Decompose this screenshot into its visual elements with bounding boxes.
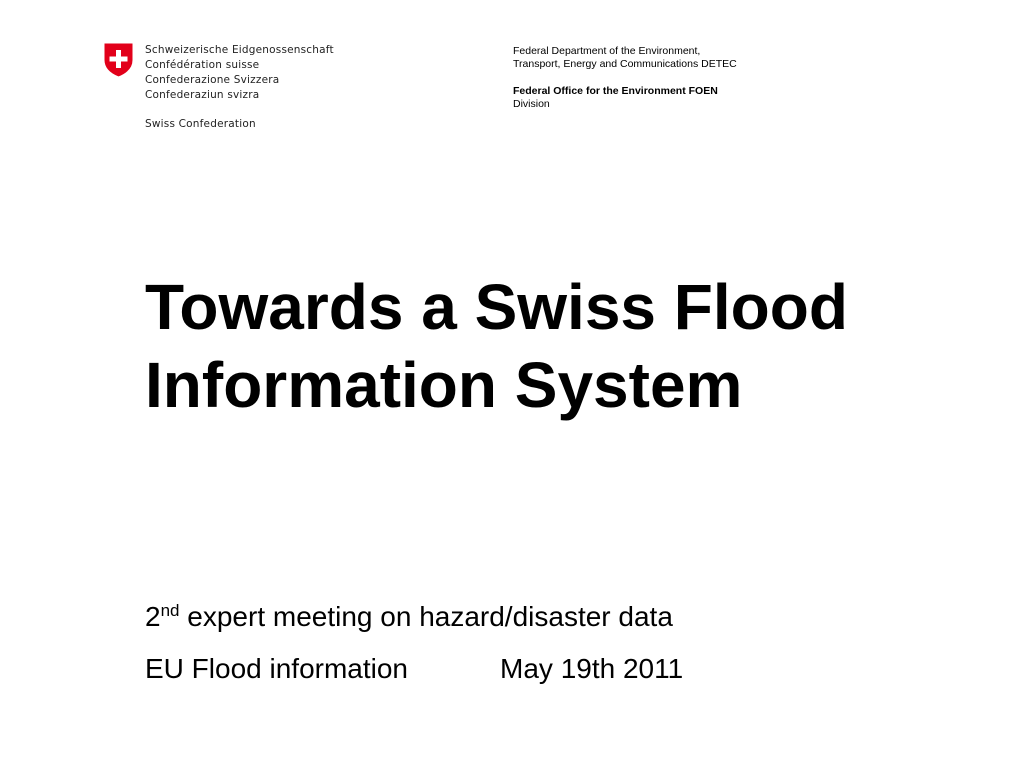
department-block — [513, 45, 737, 71]
confederation-name-en: Swiss Confederation — [145, 118, 256, 130]
slide-title — [145, 268, 848, 424]
department-line-2: Transport, Energy and Communications DETEC — [513, 58, 737, 70]
confederation-name-rm: Confederaziun svizra — [145, 89, 260, 101]
department-line-1: Federal Department of the Environment, — [513, 45, 701, 57]
slide-title-line-2: Information System — [145, 349, 743, 421]
meeting-text: expert meeting on hazard/disaster data — [179, 601, 673, 632]
subtitle-line-1 — [145, 593, 683, 645]
confederation-names — [145, 43, 334, 103]
ordinal-number: 2 — [145, 601, 161, 632]
confederation-name-it: Confederazione Svizzera — [145, 74, 280, 86]
event-date: May 19th 2011 — [500, 653, 684, 684]
ordinal-suffix: nd — [160, 601, 180, 620]
subtitle-line-2 — [145, 645, 683, 693]
division-label: Division — [513, 98, 550, 110]
swiss-shield-icon — [103, 42, 134, 78]
confederation-name-de: Schweizerische Eidgenossenschaft — [145, 44, 334, 56]
event-name: EU Flood information — [145, 653, 409, 684]
office-block — [513, 85, 718, 111]
slide-title-line-1: Towards a Swiss Flood — [145, 271, 848, 343]
slide-subtitle — [145, 593, 683, 693]
confederation-name-fr: Confédération suisse — [145, 59, 260, 71]
office-name: Federal Office for the Environment FOEN — [513, 85, 718, 97]
